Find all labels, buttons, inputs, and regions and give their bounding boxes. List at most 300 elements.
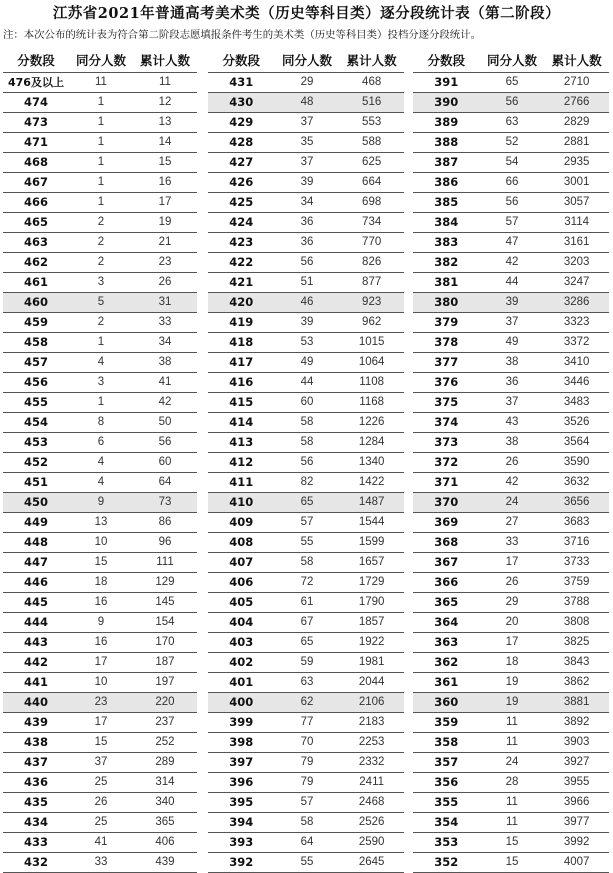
score-cell: 424 <box>208 213 275 233</box>
cumulative-count-cell: 1657 <box>339 553 404 573</box>
same-score-count-cell: 62 <box>275 693 340 713</box>
score-cell: 382 <box>413 253 480 273</box>
same-score-count-cell: 1 <box>69 113 133 133</box>
table-row <box>3 73 197 93</box>
same-score-count-cell: 2 <box>69 253 133 273</box>
cumulative-count-cell: 111 <box>133 553 197 573</box>
table-row <box>208 313 404 333</box>
score-cell: 394 <box>208 813 275 833</box>
score-cell: 371 <box>413 473 480 493</box>
cumulative-count-cell: 516 <box>339 93 404 113</box>
cumulative-count-cell: 13 <box>133 113 197 133</box>
cumulative-count-cell: 1544 <box>339 513 404 533</box>
cumulative-count-cell: 923 <box>339 293 404 313</box>
score-cell: 393 <box>208 833 275 853</box>
header-same-count: 同分人数 <box>480 48 545 73</box>
table-row <box>413 353 609 373</box>
score-cell: 370 <box>413 493 480 513</box>
table-row <box>208 833 404 853</box>
cumulative-count-cell: 3716 <box>544 533 609 553</box>
cumulative-count-cell: 439 <box>133 853 197 873</box>
score-cell: 369 <box>413 513 480 533</box>
score-cell: 378 <box>413 333 480 353</box>
cumulative-count-cell: 170 <box>133 633 197 653</box>
score-cell: 387 <box>413 153 480 173</box>
score-cell: 366 <box>413 573 480 593</box>
same-score-count-cell: 54 <box>480 153 545 173</box>
table-row <box>413 813 609 833</box>
table-row <box>208 473 404 493</box>
table-row <box>413 73 609 93</box>
cumulative-count-cell: 1226 <box>339 413 404 433</box>
cumulative-count-cell: 19 <box>133 213 197 233</box>
score-cell: 389 <box>413 113 480 133</box>
same-score-count-cell: 35 <box>275 133 340 153</box>
score-cell: 358 <box>413 733 480 753</box>
score-cell: 447 <box>3 553 69 573</box>
same-score-count-cell: 70 <box>275 733 340 753</box>
score-cell: 384 <box>413 213 480 233</box>
score-cell: 452 <box>3 453 69 473</box>
table-row <box>208 413 404 433</box>
cumulative-count-cell: 33 <box>133 313 197 333</box>
score-cell: 385 <box>413 193 480 213</box>
cumulative-count-cell: 3286 <box>544 293 609 313</box>
header-same-count: 同分人数 <box>275 48 340 73</box>
table-row <box>413 653 609 673</box>
table-row <box>208 813 404 833</box>
cumulative-count-cell: 2766 <box>544 93 609 113</box>
table-row <box>3 313 197 333</box>
score-cell: 468 <box>3 153 69 173</box>
score-cell: 416 <box>208 373 275 393</box>
same-score-count-cell: 11 <box>69 73 133 93</box>
table-row <box>3 133 197 153</box>
score-cell: 417 <box>208 353 275 373</box>
same-score-count-cell: 39 <box>480 293 545 313</box>
header-same-count: 同分人数 <box>69 48 133 73</box>
cumulative-count-cell: 340 <box>133 793 197 813</box>
cumulative-count-cell: 588 <box>339 133 404 153</box>
table-row <box>413 93 609 113</box>
score-cell: 454 <box>3 413 69 433</box>
score-cell: 402 <box>208 653 275 673</box>
score-cell: 430 <box>208 93 275 113</box>
header-row <box>3 48 197 73</box>
score-cell: 352 <box>413 853 480 873</box>
cumulative-count-cell: 3656 <box>544 493 609 513</box>
cumulative-count-cell: 2710 <box>544 73 609 93</box>
table-row <box>3 593 197 613</box>
cumulative-count-cell: 60 <box>133 453 197 473</box>
score-cell: 405 <box>208 593 275 613</box>
header-row <box>208 48 404 73</box>
table-row <box>3 433 197 453</box>
table-row <box>3 533 197 553</box>
table-row <box>3 673 197 693</box>
table-row <box>208 213 404 233</box>
score-cell: 455 <box>3 393 69 413</box>
cumulative-count-cell: 3992 <box>544 833 609 853</box>
same-score-count-cell: 9 <box>69 493 133 513</box>
table-row <box>413 213 609 233</box>
table-row <box>3 273 197 293</box>
cumulative-count-cell: 3590 <box>544 453 609 473</box>
same-score-count-cell: 11 <box>480 813 545 833</box>
table-row <box>3 353 197 373</box>
score-table <box>3 48 197 873</box>
same-score-count-cell: 66 <box>480 173 545 193</box>
cumulative-count-cell: 12 <box>133 93 197 113</box>
same-score-count-cell: 4 <box>69 353 133 373</box>
cumulative-count-cell: 42 <box>133 393 197 413</box>
cumulative-count-cell: 2935 <box>544 153 609 173</box>
table-row <box>413 293 609 313</box>
score-cell: 392 <box>208 853 275 873</box>
same-score-count-cell: 37 <box>275 113 340 133</box>
same-score-count-cell: 56 <box>480 93 545 113</box>
same-score-count-cell: 17 <box>69 653 133 673</box>
same-score-count-cell: 29 <box>480 593 545 613</box>
same-score-count-cell: 1 <box>69 333 133 353</box>
same-score-count-cell: 8 <box>69 413 133 433</box>
table-row <box>3 473 197 493</box>
score-cell: 429 <box>208 113 275 133</box>
cumulative-count-cell: 1064 <box>339 353 404 373</box>
score-table-column-2 <box>208 48 404 873</box>
same-score-count-cell: 65 <box>275 633 340 653</box>
page-title: 江苏省2021年普通高考美术类（历史等科目类）逐分段统计表（第二阶段） <box>52 5 561 22</box>
score-cell: 476及以上 <box>3 73 69 93</box>
table-row <box>208 593 404 613</box>
score-cell: 397 <box>208 753 275 773</box>
cumulative-count-cell: 1015 <box>339 333 404 353</box>
same-score-count-cell: 2 <box>69 233 133 253</box>
same-score-count-cell: 39 <box>275 173 340 193</box>
table-row <box>413 513 609 533</box>
score-cell: 400 <box>208 693 275 713</box>
same-score-count-cell: 63 <box>480 113 545 133</box>
same-score-count-cell: 60 <box>275 393 340 413</box>
cumulative-count-cell: 38 <box>133 353 197 373</box>
cumulative-count-cell: 468 <box>339 73 404 93</box>
same-score-count-cell: 18 <box>480 653 545 673</box>
table-row <box>413 713 609 733</box>
table-row <box>208 693 404 713</box>
score-cell: 373 <box>413 433 480 453</box>
cumulative-count-cell: 3843 <box>544 653 609 673</box>
cumulative-count-cell: 770 <box>339 233 404 253</box>
score-cell: 412 <box>208 453 275 473</box>
same-score-count-cell: 15 <box>480 833 545 853</box>
cumulative-count-cell: 1340 <box>339 453 404 473</box>
score-cell: 445 <box>3 593 69 613</box>
same-score-count-cell: 10 <box>69 673 133 693</box>
same-score-count-cell: 38 <box>480 433 545 453</box>
score-cell: 364 <box>413 613 480 633</box>
score-cell: 380 <box>413 293 480 313</box>
score-cell: 461 <box>3 273 69 293</box>
table-row <box>208 113 404 133</box>
table-row <box>413 313 609 333</box>
score-cell: 363 <box>413 633 480 653</box>
score-cell: 462 <box>3 253 69 273</box>
table-row <box>208 613 404 633</box>
same-score-count-cell: 19 <box>480 693 545 713</box>
cumulative-count-cell: 1729 <box>339 573 404 593</box>
table-row <box>3 553 197 573</box>
table-row <box>3 693 197 713</box>
same-score-count-cell: 36 <box>275 213 340 233</box>
score-table-column-1 <box>3 48 197 873</box>
table-row <box>413 733 609 753</box>
table-row <box>413 693 609 713</box>
score-cell: 396 <box>208 773 275 793</box>
score-cell: 381 <box>413 273 480 293</box>
same-score-count-cell: 1 <box>69 193 133 213</box>
same-score-count-cell: 37 <box>480 393 545 413</box>
table-row <box>208 293 404 313</box>
table-row <box>208 753 404 773</box>
cumulative-count-cell: 3372 <box>544 333 609 353</box>
table-row <box>413 673 609 693</box>
score-cell: 463 <box>3 233 69 253</box>
cumulative-count-cell: 3683 <box>544 513 609 533</box>
table-row <box>208 513 404 533</box>
cumulative-count-cell: 14 <box>133 133 197 153</box>
score-cell: 428 <box>208 133 275 153</box>
same-score-count-cell: 9 <box>69 613 133 633</box>
score-cell: 379 <box>413 313 480 333</box>
same-score-count-cell: 29 <box>275 73 340 93</box>
table-row <box>208 793 404 813</box>
score-cell: 467 <box>3 173 69 193</box>
score-cell: 459 <box>3 313 69 333</box>
score-table <box>413 48 609 873</box>
score-cell: 401 <box>208 673 275 693</box>
cumulative-count-cell: 3410 <box>544 353 609 373</box>
table-row <box>208 333 404 353</box>
table-row <box>413 753 609 773</box>
table-row <box>3 93 197 113</box>
cumulative-count-cell: 15 <box>133 153 197 173</box>
table-row <box>208 193 404 213</box>
table-row <box>208 393 404 413</box>
same-score-count-cell: 63 <box>275 673 340 693</box>
same-score-count-cell: 56 <box>275 253 340 273</box>
cumulative-count-cell: 4007 <box>544 853 609 873</box>
cumulative-count-cell: 41 <box>133 373 197 393</box>
score-cell: 408 <box>208 533 275 553</box>
table-row <box>208 453 404 473</box>
same-score-count-cell: 20 <box>480 613 545 633</box>
same-score-count-cell: 2 <box>69 313 133 333</box>
header-score: 分数段 <box>3 48 69 73</box>
same-score-count-cell: 55 <box>275 853 340 873</box>
score-cell: 437 <box>3 753 69 773</box>
score-cell: 398 <box>208 733 275 753</box>
same-score-count-cell: 11 <box>480 713 545 733</box>
same-score-count-cell: 48 <box>275 93 340 113</box>
table-row <box>413 773 609 793</box>
same-score-count-cell: 49 <box>480 333 545 353</box>
score-cell: 376 <box>413 373 480 393</box>
table-row <box>413 533 609 553</box>
table-row <box>3 813 197 833</box>
table-row <box>413 173 609 193</box>
cumulative-count-cell: 1922 <box>339 633 404 653</box>
table-row <box>208 733 404 753</box>
score-cell: 399 <box>208 713 275 733</box>
cumulative-count-cell: 2183 <box>339 713 404 733</box>
score-cell: 471 <box>3 133 69 153</box>
table-row <box>208 493 404 513</box>
table-row <box>3 653 197 673</box>
cumulative-count-cell: 3526 <box>544 413 609 433</box>
same-score-count-cell: 44 <box>480 273 545 293</box>
cumulative-count-cell: 3808 <box>544 613 609 633</box>
cumulative-count-cell: 96 <box>133 533 197 553</box>
same-score-count-cell: 6 <box>69 433 133 453</box>
score-cell: 406 <box>208 573 275 593</box>
cumulative-count-cell: 16 <box>133 173 197 193</box>
cumulative-count-cell: 1857 <box>339 613 404 633</box>
table-row <box>413 133 609 153</box>
same-score-count-cell: 57 <box>275 793 340 813</box>
same-score-count-cell: 58 <box>275 433 340 453</box>
table-note: 注：本次公布的统计表为符合第二阶段志愿填报条件考生的美术类（历史等科目类）投档分逐分段统计。 <box>3 29 481 41</box>
same-score-count-cell: 64 <box>275 833 340 853</box>
table-row <box>208 653 404 673</box>
table-row <box>413 413 609 433</box>
same-score-count-cell: 82 <box>275 473 340 493</box>
cumulative-count-cell: 21 <box>133 233 197 253</box>
cumulative-count-cell: 3483 <box>544 393 609 413</box>
same-score-count-cell: 11 <box>480 733 545 753</box>
score-cell: 418 <box>208 333 275 353</box>
same-score-count-cell: 41 <box>69 833 133 853</box>
cumulative-count-cell: 3632 <box>544 473 609 493</box>
same-score-count-cell: 42 <box>480 253 545 273</box>
score-cell: 465 <box>3 213 69 233</box>
cumulative-count-cell: 145 <box>133 593 197 613</box>
same-score-count-cell: 58 <box>275 413 340 433</box>
table-row <box>3 373 197 393</box>
score-cell: 431 <box>208 73 275 93</box>
score-cell: 354 <box>413 813 480 833</box>
same-score-count-cell: 24 <box>480 493 545 513</box>
score-cell: 456 <box>3 373 69 393</box>
table-row <box>413 113 609 133</box>
score-cell: 367 <box>413 553 480 573</box>
table-row <box>413 153 609 173</box>
score-cell: 449 <box>3 513 69 533</box>
cumulative-count-cell: 2468 <box>339 793 404 813</box>
table-row <box>413 853 609 873</box>
score-cell: 425 <box>208 193 275 213</box>
cumulative-count-cell: 1790 <box>339 593 404 613</box>
cumulative-count-cell: 3203 <box>544 253 609 273</box>
same-score-count-cell: 17 <box>69 713 133 733</box>
table-row <box>413 573 609 593</box>
same-score-count-cell: 28 <box>480 773 545 793</box>
table-row <box>208 853 404 873</box>
same-score-count-cell: 18 <box>69 573 133 593</box>
same-score-count-cell: 11 <box>480 793 545 813</box>
same-score-count-cell: 77 <box>275 713 340 733</box>
cumulative-count-cell: 3966 <box>544 793 609 813</box>
same-score-count-cell: 1 <box>69 133 133 153</box>
same-score-count-cell: 79 <box>275 773 340 793</box>
cumulative-count-cell: 3161 <box>544 233 609 253</box>
same-score-count-cell: 37 <box>275 153 340 173</box>
score-cell: 448 <box>3 533 69 553</box>
cumulative-count-cell: 3323 <box>544 313 609 333</box>
table-row <box>3 633 197 653</box>
table-row <box>3 753 197 773</box>
cumulative-count-cell: 2645 <box>339 853 404 873</box>
cumulative-count-cell: 3001 <box>544 173 609 193</box>
score-cell: 362 <box>413 653 480 673</box>
same-score-count-cell: 19 <box>480 673 545 693</box>
table-row <box>3 713 197 733</box>
table-row <box>3 853 197 873</box>
same-score-count-cell: 52 <box>480 133 545 153</box>
score-cell: 375 <box>413 393 480 413</box>
same-score-count-cell: 16 <box>69 633 133 653</box>
table-row <box>208 573 404 593</box>
score-cell: 377 <box>413 353 480 373</box>
cumulative-count-cell: 314 <box>133 773 197 793</box>
cumulative-count-cell: 1422 <box>339 473 404 493</box>
score-cell: 383 <box>413 233 480 253</box>
table-row <box>413 253 609 273</box>
same-score-count-cell: 36 <box>480 373 545 393</box>
score-table <box>208 48 404 873</box>
table-row <box>413 373 609 393</box>
score-cell: 460 <box>3 293 69 313</box>
same-score-count-cell: 55 <box>275 533 340 553</box>
table-row <box>413 433 609 453</box>
same-score-count-cell: 65 <box>480 73 545 93</box>
table-row <box>413 613 609 633</box>
header-cumulative: 累计人数 <box>544 48 609 73</box>
table-row <box>413 273 609 293</box>
score-cell: 466 <box>3 193 69 213</box>
same-score-count-cell: 13 <box>69 513 133 533</box>
cumulative-count-cell: 3955 <box>544 773 609 793</box>
cumulative-count-cell: 1108 <box>339 373 404 393</box>
cumulative-count-cell: 3825 <box>544 633 609 653</box>
cumulative-count-cell: 3862 <box>544 673 609 693</box>
table-row <box>3 833 197 853</box>
cumulative-count-cell: 2044 <box>339 673 404 693</box>
same-score-count-cell: 46 <box>275 293 340 313</box>
cumulative-count-cell: 3057 <box>544 193 609 213</box>
score-cell: 427 <box>208 153 275 173</box>
cumulative-count-cell: 2253 <box>339 733 404 753</box>
score-cell: 436 <box>3 773 69 793</box>
cumulative-count-cell: 1487 <box>339 493 404 513</box>
cumulative-count-cell: 3927 <box>544 753 609 773</box>
cumulative-count-cell: 3788 <box>544 593 609 613</box>
cumulative-count-cell: 3903 <box>544 733 609 753</box>
cumulative-count-cell: 197 <box>133 673 197 693</box>
same-score-count-cell: 39 <box>275 313 340 333</box>
same-score-count-cell: 79 <box>275 753 340 773</box>
same-score-count-cell: 34 <box>275 193 340 213</box>
cumulative-count-cell: 664 <box>339 173 404 193</box>
